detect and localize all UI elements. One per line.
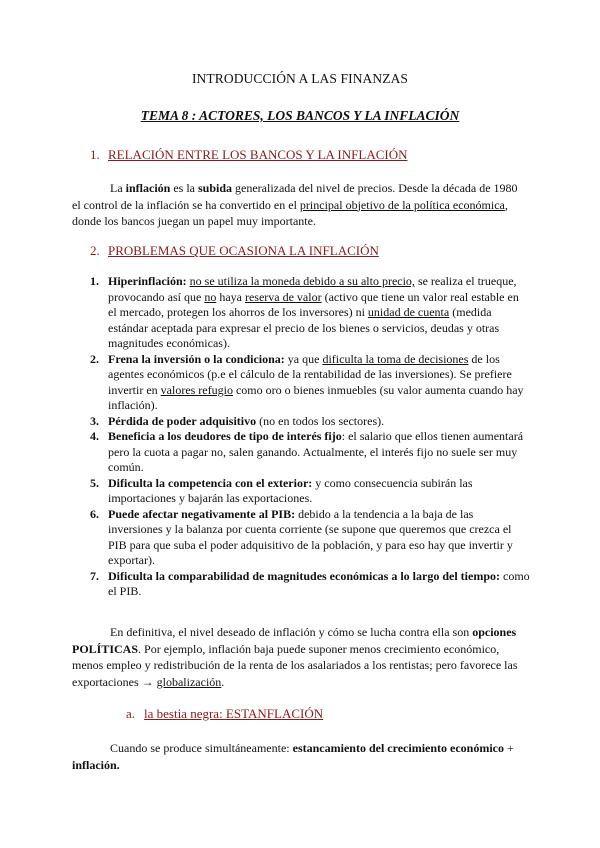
underlined-phrase: dificulta la toma de decisiones bbox=[322, 351, 469, 366]
stagflation-paragraph bbox=[72, 740, 528, 773]
term-inflacion: inflación. bbox=[72, 757, 120, 772]
list-number: 1. bbox=[90, 274, 99, 288]
list-item bbox=[90, 274, 530, 352]
text-run: En definitiva, el nivel deseado de inflación y cómo se lucha contra ella son bbox=[110, 625, 473, 639]
underlined-phrase: valores refugio bbox=[160, 382, 233, 397]
conclusion-paragraph bbox=[72, 624, 528, 690]
list-number: 4. bbox=[90, 429, 99, 443]
underlined-phrase: principal objetivo de la política económica bbox=[299, 197, 505, 212]
list-number: 3. bbox=[90, 413, 99, 428]
problems-list bbox=[90, 274, 530, 600]
underlined-phrase: reserva de valor bbox=[244, 289, 322, 304]
list-item bbox=[90, 569, 530, 600]
list-number: 7. bbox=[90, 568, 99, 583]
underlined-phrase: unidad de cuenta bbox=[367, 305, 450, 319]
item-title: Pérdida de poder adquisitivo bbox=[108, 413, 257, 428]
underlined-phrase: no bbox=[204, 289, 217, 304]
item-title: Frena la inversión o la condiciona: bbox=[108, 351, 285, 366]
item-title: Dificulta la comparabilidad de magnitudes económicas a lo largo del tiempo: bbox=[108, 568, 500, 583]
document-title: INTRODUCCIÓN A LAS FINANZAS bbox=[191, 71, 409, 86]
subsection-a-heading bbox=[126, 706, 323, 722]
text-run: es la bbox=[170, 181, 198, 195]
text-run: (no en todos los sectores). bbox=[256, 413, 385, 428]
subsection-title: la bestia negra: ESTANFLACIÓN bbox=[144, 706, 324, 721]
list-number: 6. bbox=[90, 506, 99, 521]
list-item bbox=[90, 352, 530, 414]
text-run: . bbox=[221, 674, 225, 689]
section-1-heading bbox=[90, 147, 407, 163]
text-run: debido a la tendencia a la baja de las inversiones y la balanza por cuenta corriente (se supone que queremos que crezca el PIB para que suba el poder adquisitivo de la población, y para eso hay que invertir y exportar). bbox=[108, 506, 513, 567]
text-run: + bbox=[504, 741, 514, 755]
list-item bbox=[90, 429, 530, 476]
text-run: , donde los bancos juegan un papel muy importante. bbox=[72, 197, 508, 228]
text-run: de los agentes económicos (p.e el cálculo de la rentabilidad de las inversiones). Se prefiere invertir en bbox=[108, 351, 512, 397]
item-title: Beneficia a los deudores de tipo de interés fijo bbox=[108, 429, 342, 443]
section-2-title: PROBLEMAS QUE OCASIONA LA INFLACIÓN bbox=[108, 243, 379, 258]
text-run: como oro o bienes inmuebles (su valor aumenta cuando hay inflación). bbox=[108, 382, 524, 412]
text-run: (activo que tiene un valor real estable en el mercado, protegen los ahorros de los inversores) ni bbox=[108, 289, 519, 319]
text-run: La bbox=[110, 181, 126, 195]
text-run: y como consecuencia subirán las importaciones y bajarán las exportaciones. bbox=[108, 475, 473, 505]
text-run: como el PIB. bbox=[108, 568, 530, 598]
item-title: Puede afectar negativamente al PIB: bbox=[108, 506, 296, 521]
item-title: Hiperinflación: bbox=[108, 274, 187, 288]
section-2-number: 2. bbox=[90, 243, 100, 258]
section-1-paragraph bbox=[72, 180, 528, 230]
text-run: Cuando se produce simultáneamente: bbox=[110, 741, 293, 755]
text-run: se realiza el trueque, provocando así que bbox=[108, 274, 517, 304]
term-inflacion: inflación bbox=[125, 181, 171, 195]
list-number: 5. bbox=[90, 475, 99, 490]
list-item bbox=[90, 414, 530, 430]
text-run: ya que bbox=[284, 351, 323, 366]
topic-title: TEMA 8 : ACTORES, LOS BANCOS Y LA INFLACIÓN bbox=[140, 108, 460, 123]
item-title: Dificulta la competencia con el exterior: bbox=[108, 475, 313, 490]
section-1-title: RELACIÓN ENTRE LOS BANCOS Y LA INFLACIÓN bbox=[108, 147, 408, 162]
text-run: . Por ejemplo, inflación baja puede suponer menos crecimiento económico, menos empleo y redistribución de la renta de los asalariados a los rentistas; pero favorece las exportaciones → bbox=[72, 641, 518, 689]
text-run: : el salario que ellos tienen aumentará pero la cuota a pagar no, salen ganando. Actualmente, el interés fijo no suele ser muy común. bbox=[108, 429, 524, 474]
text-run: generalizada del nivel de precios. Desde la década de 1980 el control de la inflación se ha convertido en el bbox=[72, 181, 518, 212]
list-item bbox=[90, 507, 530, 569]
term-opciones-politicas: opciones POLÍTICAS bbox=[72, 625, 517, 656]
underlined-phrase: no se utiliza la moneda debido a su alto precio, bbox=[189, 274, 415, 288]
section-2-heading bbox=[90, 243, 379, 259]
section-1-number: 1. bbox=[90, 147, 100, 162]
subsection-letter: a. bbox=[126, 706, 136, 721]
underlined-phrase: globalización bbox=[156, 674, 222, 689]
text-run: haya bbox=[216, 289, 245, 304]
text-run: (medida estándar aceptada para expresar el precio de los bienes o servicios, deudas y otras magnitudes económicas). bbox=[108, 305, 500, 350]
list-item bbox=[90, 476, 530, 507]
list-number: 2. bbox=[90, 351, 99, 366]
term-estancamiento: estancamiento del crecimiento económico bbox=[292, 741, 505, 755]
term-subida: subida bbox=[197, 181, 233, 195]
